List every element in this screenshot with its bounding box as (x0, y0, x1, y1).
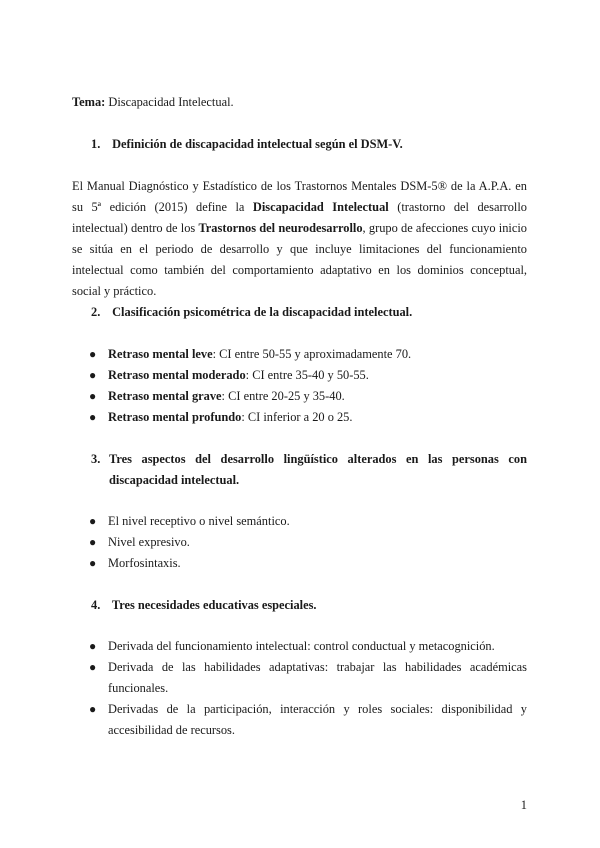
list-item (72, 699, 527, 741)
list-item-term: Retraso mental moderado (108, 368, 246, 382)
section-1-heading (91, 134, 531, 155)
section-4-title: Tres necesidades educativas especiales. (111, 598, 317, 612)
list-item (72, 636, 527, 657)
paragraph-text-2: (trastorno del desarrollo intelectual) dentro de los (72, 200, 527, 235)
section-1-title: Definición de discapacidad intelectual según el DSM-V. (112, 137, 403, 151)
bullet-icon: ● (89, 514, 97, 528)
topic-line (72, 92, 532, 113)
list-item-term: Retraso mental profundo (108, 410, 242, 424)
topic-value: Discapacidad Intelectual. (108, 95, 234, 109)
bullet-icon: ● (89, 660, 97, 674)
list-item-desc: : CI entre 20-25 y 35-40. (221, 389, 345, 403)
list-item (72, 511, 527, 532)
list-item-term: Retraso mental leve (108, 347, 213, 361)
page-number: 1 (520, 798, 527, 812)
list-item-text: Derivada del funcionamiento intelectual: control conductual y metacognición. (108, 639, 495, 653)
list-item-text: Nivel expresivo. (108, 535, 190, 549)
list-item-text: El nivel receptivo o nivel semántico. (108, 514, 290, 528)
list-item (72, 532, 527, 553)
bullet-icon: ● (89, 556, 97, 570)
list-item-text: Derivada de las habilidades adaptativas: trabajar las habilidades académicas funcionales. (108, 660, 527, 695)
topic-label: Tema: (72, 95, 106, 109)
bullet-icon: ● (89, 535, 97, 549)
list-item-text: Morfosintaxis. (108, 556, 181, 570)
section-3-number: 3. (91, 452, 101, 466)
list-item-desc: : CI entre 50-55 y aproximadamente 70. (212, 347, 412, 361)
bullet-icon: ● (89, 639, 97, 653)
list-item (72, 657, 527, 699)
section-2-number: 2. (91, 305, 101, 319)
section-4-number: 4. (91, 598, 101, 612)
paragraph-text-3: , grupo de afecciones cuyo inicio se sitúa en el periodo de desarrollo y que incluye limitaciones del funcionamiento intelectual como también del comportamiento adaptativo en los dominios conceptual, social y práctico. (72, 221, 527, 298)
section-1-number: 1. (91, 137, 101, 151)
section-2-heading (91, 302, 531, 323)
bullet-icon: ● (89, 389, 97, 403)
section-4-list (72, 636, 527, 741)
section-1-paragraph (72, 176, 527, 302)
list-item-text: Derivadas de la participación, interacción y roles sociales: disponibilidad y accesibilidad de recursos. (108, 702, 527, 737)
section-4-heading (91, 595, 531, 616)
list-item-desc: : CI inferior a 20 o 25. (241, 410, 353, 424)
bullet-icon: ● (89, 410, 97, 424)
list-item (72, 407, 527, 428)
section-3-title-line2: discapacidad intelectual. (109, 473, 240, 487)
section-2-list (72, 344, 527, 428)
section-2-title: Clasificación psicométrica de la discapacidad intelectual. (112, 305, 413, 319)
bullet-icon: ● (89, 347, 97, 361)
paragraph-bold-term-1: Discapacidad Intelectual (252, 200, 389, 214)
bullet-icon: ● (89, 368, 97, 382)
section-3-heading (91, 449, 527, 491)
list-item-desc: : CI entre 35-40 y 50-55. (245, 368, 369, 382)
list-item (72, 553, 527, 574)
list-item (72, 386, 527, 407)
list-item (72, 344, 527, 365)
list-item (72, 365, 527, 386)
bullet-icon: ● (89, 702, 97, 716)
list-item-term: Retraso mental grave (108, 389, 222, 403)
paragraph-text-1: El Manual Diagnóstico y Estadístico de los Trastornos Mentales DSM-5® de la A.P.A. en su 5ª edición (2015) define la (72, 179, 527, 214)
section-3-list (72, 511, 527, 574)
section-3-title-line1: Tres aspectos del desarrollo lingüístico alterados en las personas con (109, 452, 527, 466)
paragraph-bold-term-2: Trastornos del neurodesarrollo (198, 221, 363, 235)
